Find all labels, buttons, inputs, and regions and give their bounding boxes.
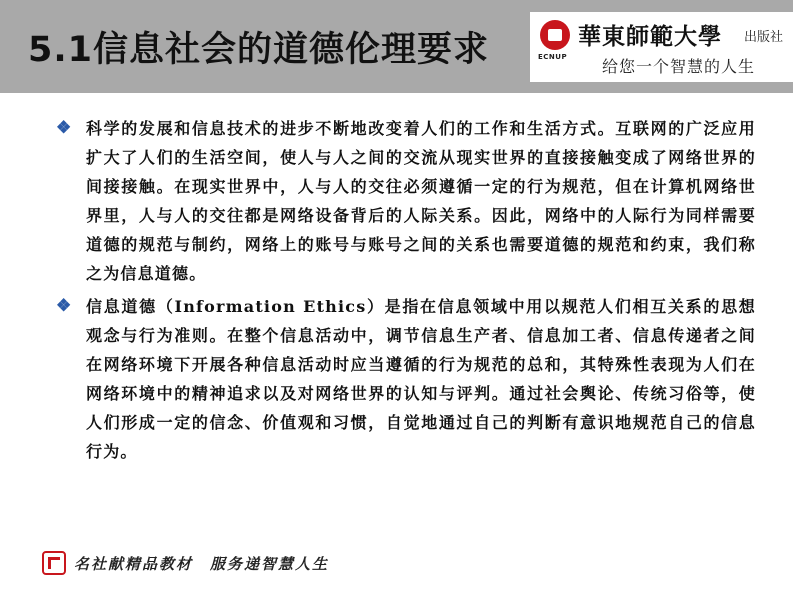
header-bar — [0, 0, 793, 93]
diamond-bullet-icon: ❖ — [56, 296, 73, 316]
paragraph-text: 信息道德（Information Ethics）是指在信息领域中用以规范人们相互关系的思想观念与行为准则。在整个信息活动中，调节信息生产者、信息加工者、信息传递者之间在网络环境下开展各种信息活动时应当遵循的行为规范的总和，其特殊性表现为人们在网络环境中的精神追求以及对网络世界的认知与评判。通过社会舆论、传统习俗等，使人们形成一定的信念、价值观和习惯，自觉地通过自己的判断有意识地规范自己的信息行为。 — [86, 297, 756, 461]
diamond-bullet-icon: ❖ — [56, 118, 73, 138]
paragraph-1 — [56, 114, 756, 288]
university-logo-icon — [540, 20, 570, 50]
publisher-brand — [530, 12, 793, 82]
publisher-slogan: 给您一个智慧的人生 — [602, 57, 756, 76]
page-title: 5.1信息社会的道德伦理要求 — [28, 30, 490, 70]
logo-caption: ECNUP — [538, 53, 568, 61]
paragraph-text: 科学的发展和信息技术的进步不断地改变着人们的工作和生活方式。互联网的广泛应用扩大了人们的生活空间，使人与人之间的交流从现实世界的直接接触变成了网络世界的间接接触。在现实世界中，人与人的交往必须遵循一定的行为规范，但在计算机网络世界里，人与人的交往都是网络设备背后的人际关系。因此，网络中的人际行为同样需要道德的规范与制约，网络上的账号与账号之间的关系也需要道德的规范和约束，我们称之为信息道德。 — [86, 119, 756, 283]
paragraph-2 — [56, 292, 756, 466]
press-label: 出版社 — [744, 30, 784, 45]
slide-content — [56, 114, 756, 470]
university-name: 華東師範大學 — [578, 23, 722, 50]
footer-motto: 名社献精品教材 服务递智慧人生 — [74, 555, 330, 573]
press-logo-icon — [42, 551, 66, 575]
